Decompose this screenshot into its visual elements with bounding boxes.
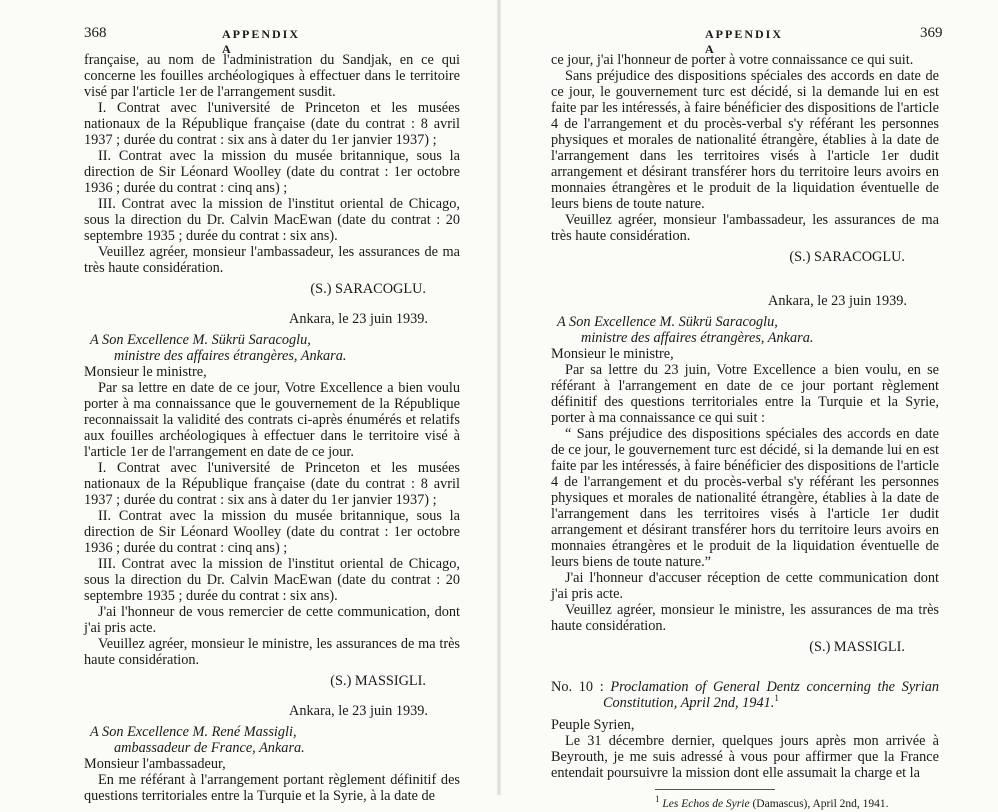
right-page-body <box>551 52 939 812</box>
letter-date: Ankara, le 23 juin 1939. <box>289 311 428 327</box>
paragraph: française, au nom de l'administration du Sandjak, en ce qui concerne les fouilles archéologiques à effectuer dans le territoire visé par l'article 1er de l'arrangement susdit. <box>84 52 460 100</box>
paragraph: II. Contrat avec la mission du musée britannique, sous la direction de Sir Léonard Woolley (date du contrat : 1er octobre 1936 ; durée du contrat : cinq ans) ; <box>84 508 460 556</box>
paragraph: III. Contrat avec la mission de l'institut oriental de Chicago, sous la direction du Dr. Calvin MacEwan (date du contrat : 20 septembre 1935 ; durée du contrat : six ans). <box>84 196 460 244</box>
addressee-title: ministre des affaires étrangères, Ankara. <box>581 330 814 346</box>
paragraph: ce jour, j'ai l'honneur de porter à votre connaissance ce qui suit. <box>551 52 914 68</box>
right-page <box>499 0 998 810</box>
footnote-rule <box>655 789 775 790</box>
salutation: Monsieur le ministre, <box>551 346 674 362</box>
letter-date: Ankara, le 23 juin 1939. <box>768 293 907 309</box>
paragraph: I. Contrat avec l'université de Princeton et les musées nationaux de la République française (date du contrat : 8 avril 1937 ; durée du contrat : six ans à dater du 1er janvier 1937) ; <box>84 460 460 508</box>
paragraph: Le 31 décembre dernier, quelques jours après mon arrivée à Beyrouth, je me suis adressé à vous pour affirmer que la France entendait poursuivre la mission dont elle assumait la charge et la <box>551 733 939 781</box>
paragraph: II. Contrat avec la mission du musée britannique, sous la direction de Sir Léonard Woolley (date du contrat : 1er octobre 1936 ; durée du contrat : cinq ans) ; <box>84 148 460 196</box>
signature: (S.) MASSIGLI. <box>330 673 426 689</box>
running-title: APPENDIX A <box>222 27 300 56</box>
salutation: Monsieur l'ambassadeur, <box>84 756 226 772</box>
paragraph: Veuillez agréer, monsieur l'ambassadeur, les assurances de ma très haute considération. <box>551 212 939 244</box>
paragraph: Par sa lettre du 23 juin, Votre Excellence a bien voulu, en se référant à l'arrangement en date de ce jour portant règlement définitif des questions territoriales entre la Turquie et la Syrie, porter à ma connaissance ce qui suit : <box>551 362 939 426</box>
footnote-source: Les Echos de Syrie <box>662 798 750 810</box>
paragraph: Par sa lettre en date de ce jour, Votre Excellence a bien voulu porter à ma connaissance que le gouvernement de la République reconnaissait la validité des contrats ci-après énumérés et relatifs aux fouilles archéologiques à effectuer dans le territoire visé à l'article 1er de l'arrangement en date de ce jour. <box>84 380 460 460</box>
signature: (S.) SARACOGLU. <box>789 249 905 265</box>
page-number: 369 <box>920 25 943 41</box>
footnote <box>551 796 939 812</box>
paragraph: III. Contrat avec la mission de l'institut oriental de Chicago, sous la direction du Dr. Calvin MacEwan (date du contrat : 20 septembre 1935 ; durée du contrat : six ans). <box>84 556 460 604</box>
left-page-body <box>84 52 460 804</box>
running-title: APPENDIX A <box>705 27 783 56</box>
left-page <box>0 0 499 804</box>
spacer <box>551 265 939 279</box>
page-number: 368 <box>84 25 107 41</box>
paragraph: Veuillez agréer, monsieur l'ambassadeur, les assurances de ma très haute considération. <box>84 244 460 276</box>
paragraph: I. Contrat avec l'université de Princeton et les musées nationaux de la République française (date du contrat : 8 avril 1937 ; durée du contrat : six ans à dater du 1er janvier 1937) ; <box>84 100 460 148</box>
addressee: A Son Excellence M. Sükrü Saracoglu, <box>557 314 778 330</box>
heading-number: No. 10 : <box>551 679 604 695</box>
salutation: Monsieur le ministre, <box>84 364 207 380</box>
paragraph: J'ai l'honneur de vous remercier de cette communication, dont j'ai pris acte. <box>84 604 460 636</box>
heading-title: Proclamation of General Dentz concerning the Syrian Constitution, April 2nd, 1941. <box>603 679 939 711</box>
footnote-mark: 1 <box>655 794 660 805</box>
addressee-title: ministre des affaires étrangères, Ankara. <box>114 348 347 364</box>
quoted-paragraph: “ Sans préjudice des dispositions spéciales des accords en date de ce jour, le gouvernement turc est décidé, si la demande lui en est faite par les intéressés, à faire bénéficier des dispositions de l'article 4 de l'arrangement et du procès-verbal s'y référant les personnes physiques et morales de nationalité étrangère, établies à la date de l'arrangement dans les territoires visés à l'article 1er dudit arrangement et désirant transférer hors du territoire leurs avoirs en monnaies étrangères et le produit de la liquidation éventuelle de leurs biens de toute nature.” <box>551 426 939 570</box>
footnote-reference: 1 <box>774 693 779 704</box>
footnote-details: (Damascus), April 2nd, 1941. <box>752 798 889 810</box>
salutation: Peuple Syrien, <box>551 717 635 733</box>
paragraph: Veuillez agréer, monsieur le ministre, les assurances de ma très haute considération. <box>551 602 939 634</box>
paragraph: Sans préjudice des dispositions spéciales des accords en date de ce jour, le gouvernement turc est décidé, si la demande lui en est faite par les intéressés, à faire bénéficier des dispositions de l'article 4 de l'arrangement et du procès-verbal s'y référant les personnes physiques et morales de nationalité étrangère, établies à la date de l'arrangement dans les territoires visés à l'article 1er dudit arrangement et désirant transférer hors du territoire leurs avoirs en monnaies étrangères et le produit de la liquidation éventuelle de leurs biens de toute nature. <box>551 68 939 212</box>
spacer <box>551 655 939 679</box>
letter-date: Ankara, le 23 juin 1939. <box>289 703 428 719</box>
paragraph: Veuillez agréer, monsieur le ministre, les assurances de ma très haute considération. <box>84 636 460 668</box>
addressee-title: ambassadeur de France, Ankara. <box>114 740 305 756</box>
signature: (S.) SARACOGLU. <box>310 281 426 297</box>
signature: (S.) MASSIGLI. <box>809 639 905 655</box>
addressee: A Son Excellence M. René Massigli, <box>90 724 297 740</box>
section-heading <box>551 679 939 711</box>
addressee: A Son Excellence M. Sükrü Saracoglu, <box>90 332 311 348</box>
paragraph: J'ai l'honneur d'accuser réception de cette communication dont j'ai pris acte. <box>551 570 939 602</box>
paragraph: En me référant à l'arrangement portant règlement définitif des questions territoriales entre la Turquie et la Syrie, à la date de <box>84 772 460 804</box>
